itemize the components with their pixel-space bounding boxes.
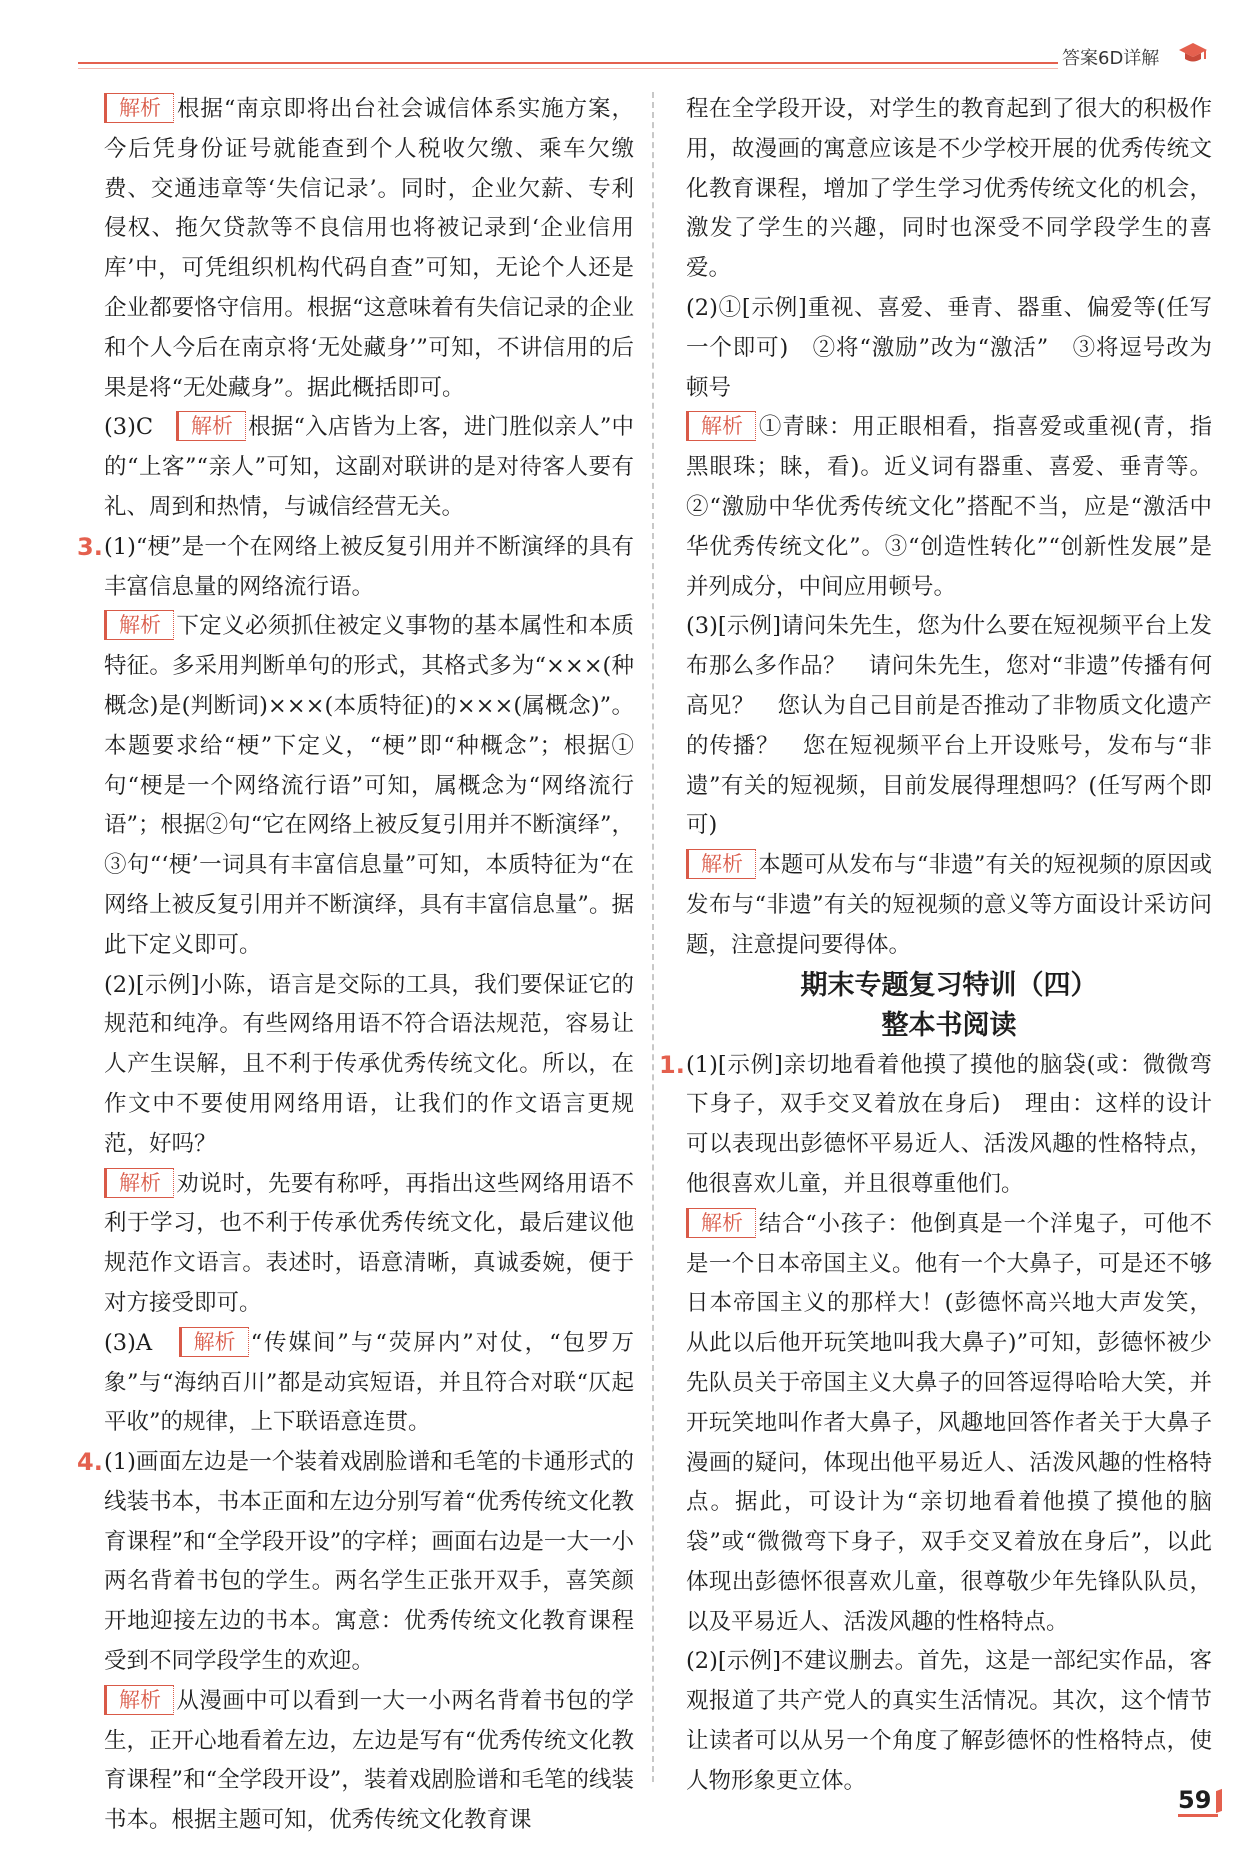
analysis-tag: 解析	[686, 411, 756, 441]
answer-text: 劝说时，先要有称呼，再指出这些网络用语不利于学习，也不利于传承优秀传统文化，最后建议他规范作文语言。表述时，语意清晰，真诚委婉，便于对方接受即可。	[104, 1170, 634, 1316]
answer-text: (1)画面左边是一个装着戏剧脸谱和毛笔的卡通形式的线装书本，书本正面和左边分别写着“优秀传统文化教育课程”和“全学段开设”的字样；画面右边是一大一小两名背着书包的学生。两名学生正张开双手，喜笑颜开地迎接左边的书本。寓意：优秀传统文化教育课程受到不同学段学生的欢迎。	[104, 1449, 634, 1675]
answer-paragraph	[686, 289, 1212, 408]
answer-paragraph	[686, 1205, 1212, 1643]
answer-paragraph	[104, 1682, 634, 1841]
right-column	[659, 90, 1212, 1802]
analysis-tag: 解析	[104, 610, 174, 640]
answer-paragraph	[686, 90, 1212, 289]
answer-paragraph	[77, 528, 634, 608]
answer-paragraph	[686, 846, 1212, 965]
analysis-tag: 解析	[686, 1208, 756, 1238]
header-label: 答案6D详解	[1058, 44, 1163, 70]
answer-paragraph	[686, 607, 1212, 846]
section-title: 期末专题复习特训（四）	[800, 969, 1098, 1001]
answer-text: (1)“梗”是一个在网络上被反复引用并不断演绎的具有丰富信息量的网络流行语。	[104, 533, 634, 600]
question-number: 1.	[659, 1050, 685, 1079]
left-column	[77, 90, 635, 1841]
graduation-cap-icon	[1178, 41, 1208, 65]
answer-text: ①青睐：用正眼相看，指喜爱或重视(青，指黑眼珠；睐，看)。近义词有器重、喜爱、垂青等。②“激励中华优秀传统文化”搭配不当，应是“激活中华优秀传统文化”。③“创造性转化”“创新性发展”是并列成分，中间应用顿号。	[686, 414, 1212, 600]
answer-paragraph	[104, 90, 634, 408]
question-number: 3.	[77, 532, 103, 561]
answer-text: (3)[示例]请问朱先生，您为什么要在短视频平台上发布那么多作品？ 请问朱先生，您对“非遗”传播有何高见？ 您认为自己目前是否推动了非物质文化遗产的传播？ 您在短视频平台上开设账号，发布与“非遗”有关的短视频，目前发展得理想吗？(任写两个即可)	[686, 613, 1212, 839]
question-number: 4.	[77, 1448, 103, 1477]
analysis-tag: 解析	[104, 1168, 174, 1198]
answer-text: 程在全学段开设，对学生的教育起到了很大的积极作用，故漫画的寓意应该是不少学校开展的优秀传统文化教育课程，增加了学生学习优秀传统文化的机会，激发了学生的兴趣，同时也深受不同学段学生的喜爱。	[686, 96, 1212, 282]
answer-paragraph	[659, 1046, 1212, 1205]
answer-text: 结合“小孩子：他倒真是一个洋鬼子，可他不是一个日本帝国主义。他有一个大鼻子，可是还不够日本帝国主义的那样大！(彭德怀高兴地大声发笑，从此以后他开玩笑地叫我大鼻子)”可知，彭德怀被少先队员关于帝国主义大鼻子的回答逗得哈哈大笑，并开玩笑地叫作者大鼻子，风趣地回答作者关于大鼻子漫画的疑问，体现出他平易近人、活泼风趣的性格特点。据此，可设计为“亲切地看着他摸了摸他的脑袋”或“微微弯下身子，双手交叉着放在身后”，以此体现出彭德怀很喜欢儿童，很尊敬少年先锋队队员，以及平易近人、活泼风趣的性格特点。	[686, 1210, 1212, 1635]
answer-text: (2)[示例]不建议删去。首先，这是一部纪实作品，客观报道了共产党人的真实生活情况。其次，这个情节让读者可以从另一个角度了解彭德怀的性格特点，使人物形象更立体。	[686, 1648, 1212, 1794]
answer-paragraph	[104, 1165, 634, 1324]
section-title: 整本书阅读	[881, 1009, 1017, 1041]
answer-paragraph	[104, 1324, 634, 1443]
answer-paragraph	[104, 408, 634, 527]
answer-text: (1)[示例]亲切地看着他摸了摸他的脑袋(或：微微弯下身子，双手交叉着放在身后) 理由：这样的设计可以表现出彭德怀平易近人、活泼风趣的性格特点，他很喜欢儿童，并且很尊重他们。	[686, 1051, 1212, 1197]
answer-choice: (3)C	[104, 414, 176, 441]
answer-paragraph	[77, 1443, 634, 1682]
answer-text: 根据“南京即将出台社会诚信体系实施方案，今后凭身份证号就能查到个人税收欠缴、乘车欠缴费、交通违章等‘失信记录’。同时，企业欠薪、专利侵权、拖欠贷款等不良信用也将被记录到‘企业信用库’中，可凭组织机构代码自查”可知，无论个人还是企业都要恪守信用。根据“这意味着有失信记录的企业和个人今后在南京将‘无处藏身’”可知，不讲信用的后果是将“无处藏身”。据此概括即可。	[104, 96, 634, 401]
answer-choice: (3)A	[104, 1329, 179, 1356]
answer-text: “传媒间”与“荧屏内”对仗，“包罗万象”与“海纳百川”都是动宾短语，并且符合对联“仄起平收”的规律，上下联语意连贯。	[104, 1329, 635, 1436]
answer-paragraph	[686, 408, 1212, 607]
analysis-tag: 解析	[686, 849, 756, 879]
header-rule	[78, 62, 1156, 64]
answer-text: 下定义必须抓住被定义事物的基本属性和本质特征。多采用判断单句的形式，其格式多为“×××(种概念)是(判断词)×××(本质特征)的×××(属概念)”。本题要求给“梗”下定义，“梗”即“种概念”；根据①句“梗是一个网络流行语”可知，属概念为“网络流行语”；根据②句“它在网络上被反复引用并不断演绎”，③句“‘梗’一词具有丰富信息量”可知，本质特征为“在网络上被反复引用并不断演绎，具有丰富信息量”。据此下定义即可。	[104, 613, 634, 958]
analysis-tag: 解析	[176, 411, 246, 441]
analysis-tag: 解析	[179, 1327, 249, 1357]
answer-text: (2)[示例]小陈，语言是交际的工具，我们要保证它的规范和纯净。有些网络用语不符合语法规范，容易让人产生误解，且不利于传承优秀传统文化。所以，在作文中不要使用网络用语，让我们的作文语言更规范，好吗？	[104, 971, 634, 1157]
column-divider	[652, 92, 654, 1782]
answer-paragraph	[686, 1642, 1212, 1801]
analysis-tag: 解析	[104, 93, 174, 123]
answer-text: (2)①[示例]重视、喜爱、垂青、器重、偏爱等(任写一个即可) ②将“激励”改为“激活” ③将逗号改为顿号	[686, 294, 1212, 401]
analysis-tag: 解析	[104, 1685, 174, 1715]
page-number: 59	[1178, 1786, 1218, 1817]
answer-text: 根据“入店皆为上客，进门胜似亲人”中的“上客”“亲人”可知，这副对联讲的是对待客人要有礼、周到和热情，与诚信经营无关。	[104, 414, 634, 520]
answer-text: 从漫画中可以看到一大一小两名背着书包的学生，正开心地看着左边，左边是写有“优秀传统文化教育课程”和“全学段开设”，装着戏剧脸谱和毛笔的线装书本。根据主题可知，优秀传统文化教育课	[104, 1687, 634, 1834]
answer-paragraph	[104, 966, 634, 1165]
answer-paragraph	[104, 607, 634, 965]
answer-text: 本题可从发布与“非遗”有关的短视频的原因或发布与“非遗”有关的短视频的意义等方面设计采访问题，注意提问要得体。	[686, 852, 1212, 958]
